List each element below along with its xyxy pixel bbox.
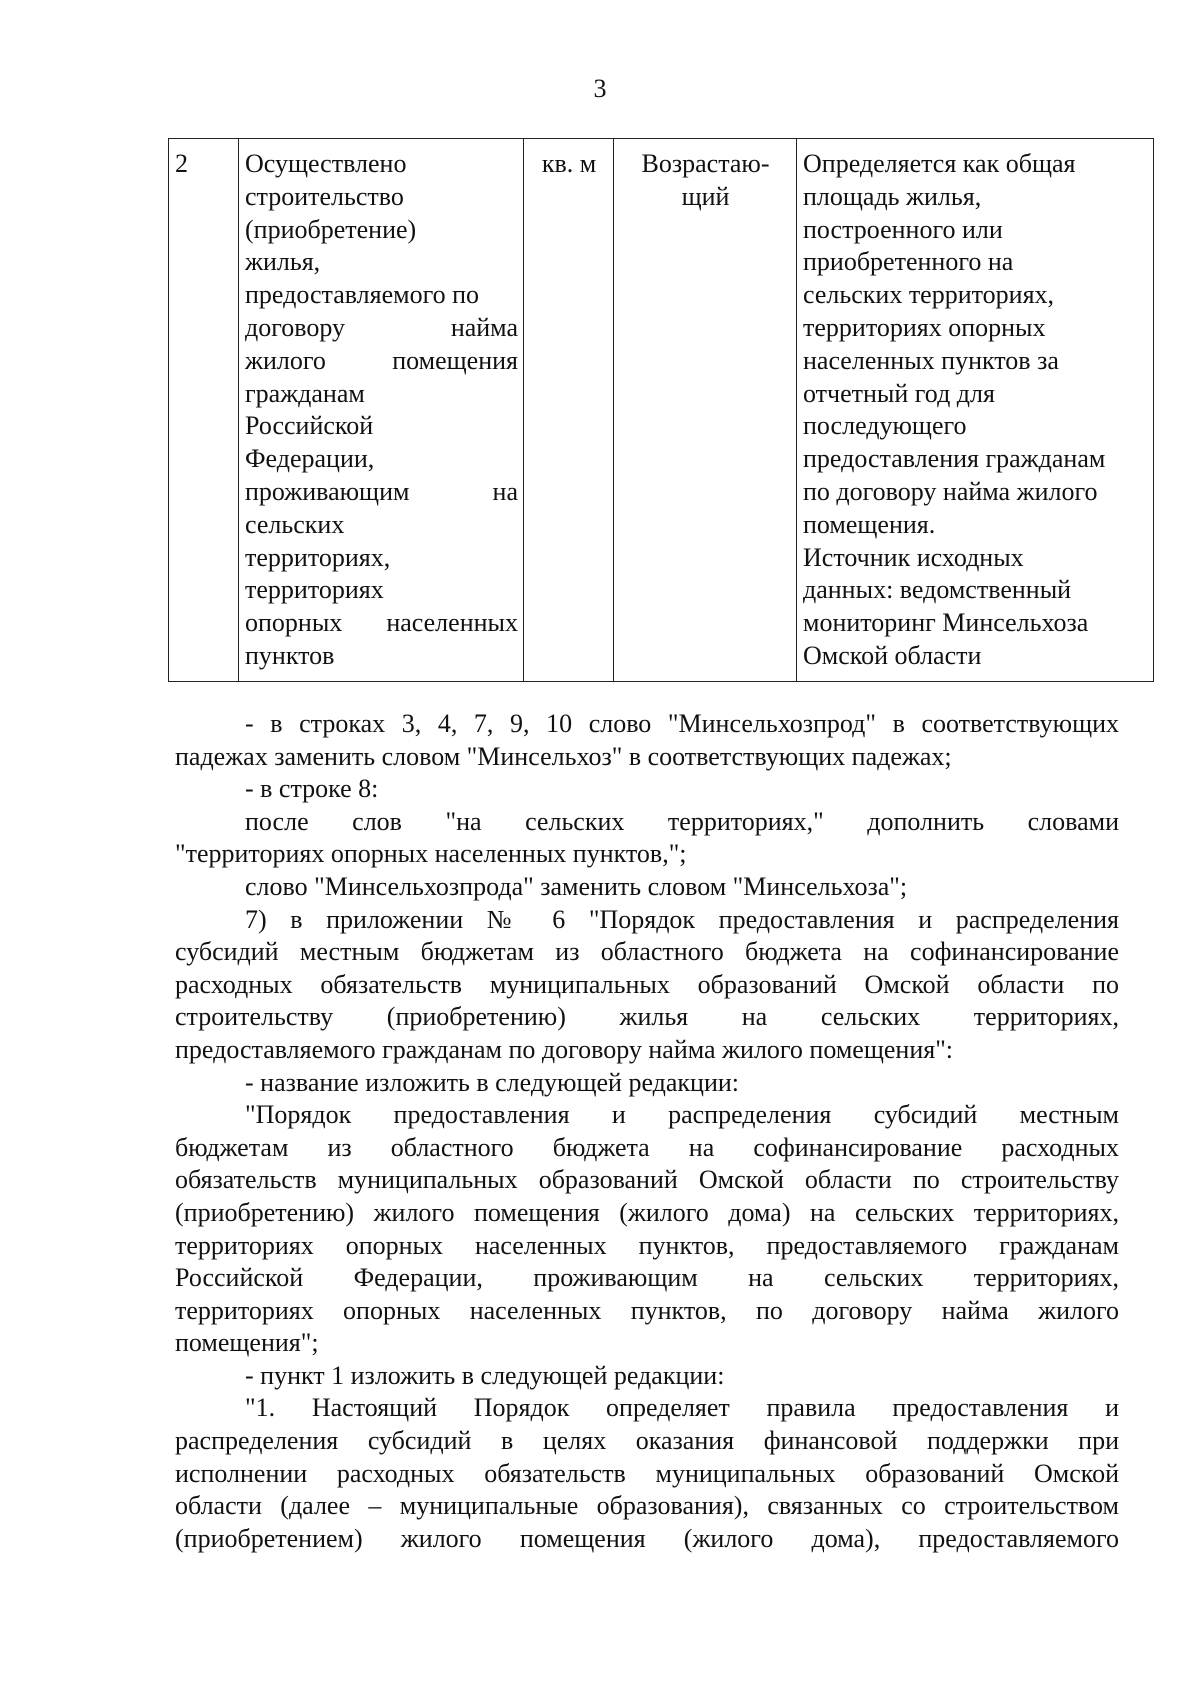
indicator-name-cell xyxy=(239,139,524,682)
body-line: распределения субсидий в целях оказания финансовой поддержки при xyxy=(175,1426,1119,1456)
description-line: площадь жилья, xyxy=(803,181,982,211)
body-line: "Порядок предоставления и распределения субсидий местным xyxy=(245,1100,1119,1130)
body-line: - пункт 1 изложить в следующей редакции: xyxy=(245,1360,725,1390)
name-line: жилья, xyxy=(245,247,321,277)
body-line: после слов "на сельских территориях," дополнить словами xyxy=(245,806,1119,836)
description-line: Омской области xyxy=(803,640,982,670)
body-line: "1. Настоящий Порядок определяет правила предоставления и xyxy=(245,1393,1119,1423)
document-body xyxy=(175,708,1119,1555)
name-line: (приобретение) xyxy=(245,214,417,244)
description-line: приобретенного на xyxy=(803,247,1014,277)
trend-cell xyxy=(614,139,797,682)
name-line: строительство xyxy=(245,181,404,211)
name-line: Осуществлено xyxy=(245,149,407,178)
description-line: построенного или xyxy=(803,214,1003,244)
description-line: предоставления гражданам xyxy=(803,444,1106,474)
name-line: сельских xyxy=(245,509,345,539)
name-line: гражданам xyxy=(245,378,365,408)
body-line: Российской Федерации, проживающим на сельских территориях, xyxy=(175,1263,1119,1293)
name-line: Российской xyxy=(245,411,374,441)
name-line: Федерации, xyxy=(245,444,375,474)
body-line: субсидий местным бюджетам из областного бюджета на софинансирование xyxy=(175,937,1119,967)
page-number: 3 xyxy=(593,74,607,103)
description-line: территориях опорных xyxy=(803,312,1046,342)
description-line: по договору найма жилого xyxy=(803,476,1098,506)
body-line: помещения"; xyxy=(175,1328,319,1358)
name-line: пунктов xyxy=(245,640,335,670)
body-line: - в строке 8: xyxy=(245,774,379,804)
name-line: договору найма xyxy=(245,312,518,342)
body-line: слово "Минсельхозпрода" заменить словом "Минсельхоза"; xyxy=(245,871,908,901)
name-line: предоставляемого по xyxy=(245,280,480,310)
body-line: территориях опорных населенных пунктов, по договору найма жилого xyxy=(175,1295,1119,1325)
name-line: проживающим на xyxy=(245,476,518,506)
name-line: жилого помещения xyxy=(245,345,518,375)
body-line: обязательств муниципальных образований Омской области по строительству xyxy=(175,1165,1119,1195)
body-line: (приобретением) жилого помещения (жилого дома), предоставляемого xyxy=(175,1523,1119,1553)
name-line: территориях xyxy=(245,575,384,605)
description-line: мониторинг Минсельхоза xyxy=(803,608,1089,638)
name-line: территориях, xyxy=(245,542,391,572)
body-line: - название изложить в следующей редакции: xyxy=(245,1067,740,1097)
body-line: - в строках 3, 4, 7, 9, 10 слово "Минсельхозпрод" в соответствующих xyxy=(245,709,1119,738)
description-line: сельских территориях, xyxy=(803,280,1055,310)
body-line: строительству (приобретению) жилья на сельских территориях, xyxy=(175,1002,1119,1032)
body-line: 7) в приложении № 6 "Порядок предоставления и распределения xyxy=(245,904,1119,934)
description-line: Определяется как общая xyxy=(803,149,1076,178)
body-line: падежах заменить словом "Минсельхоз" в соответствующих падежах; xyxy=(175,741,952,771)
indicator-table xyxy=(168,138,1154,682)
body-line: территориях опорных населенных пунктов, предоставляемого гражданам xyxy=(175,1230,1119,1260)
table-row xyxy=(169,139,1154,682)
trend-line: Возрастаю- xyxy=(641,149,770,178)
body-line: "территориях опорных населенных пунктов,"; xyxy=(175,839,687,869)
description-line: населенных пунктов за xyxy=(803,345,1059,375)
row-number-cell: 2 xyxy=(169,139,239,682)
description-line: данных: ведомственный xyxy=(803,575,1072,605)
description-line: отчетный год для xyxy=(803,378,995,408)
body-line: расходных обязательств муниципальных образований Омской области по xyxy=(175,969,1119,999)
body-line: предоставляемого гражданам по договору найма жилого помещения": xyxy=(175,1034,954,1064)
unit-cell: кв. м xyxy=(524,139,614,682)
description-line: помещения. xyxy=(803,509,936,539)
body-line: исполнении расходных обязательств муниципальных образований Омской xyxy=(175,1458,1119,1488)
description-line: Источник исходных xyxy=(803,542,1024,572)
body-line: бюджетам из областного бюджета на софинансирование расходных xyxy=(175,1132,1119,1162)
description-cell xyxy=(797,139,1154,682)
description-line: последующего xyxy=(803,411,967,441)
body-line: (приобретению) жилого помещения (жилого дома) на сельских территориях, xyxy=(175,1197,1119,1227)
body-line: области (далее – муниципальные образования), связанных со строительством xyxy=(175,1491,1119,1521)
name-line: опорных населенных xyxy=(245,608,518,638)
trend-line: щий xyxy=(681,181,730,211)
